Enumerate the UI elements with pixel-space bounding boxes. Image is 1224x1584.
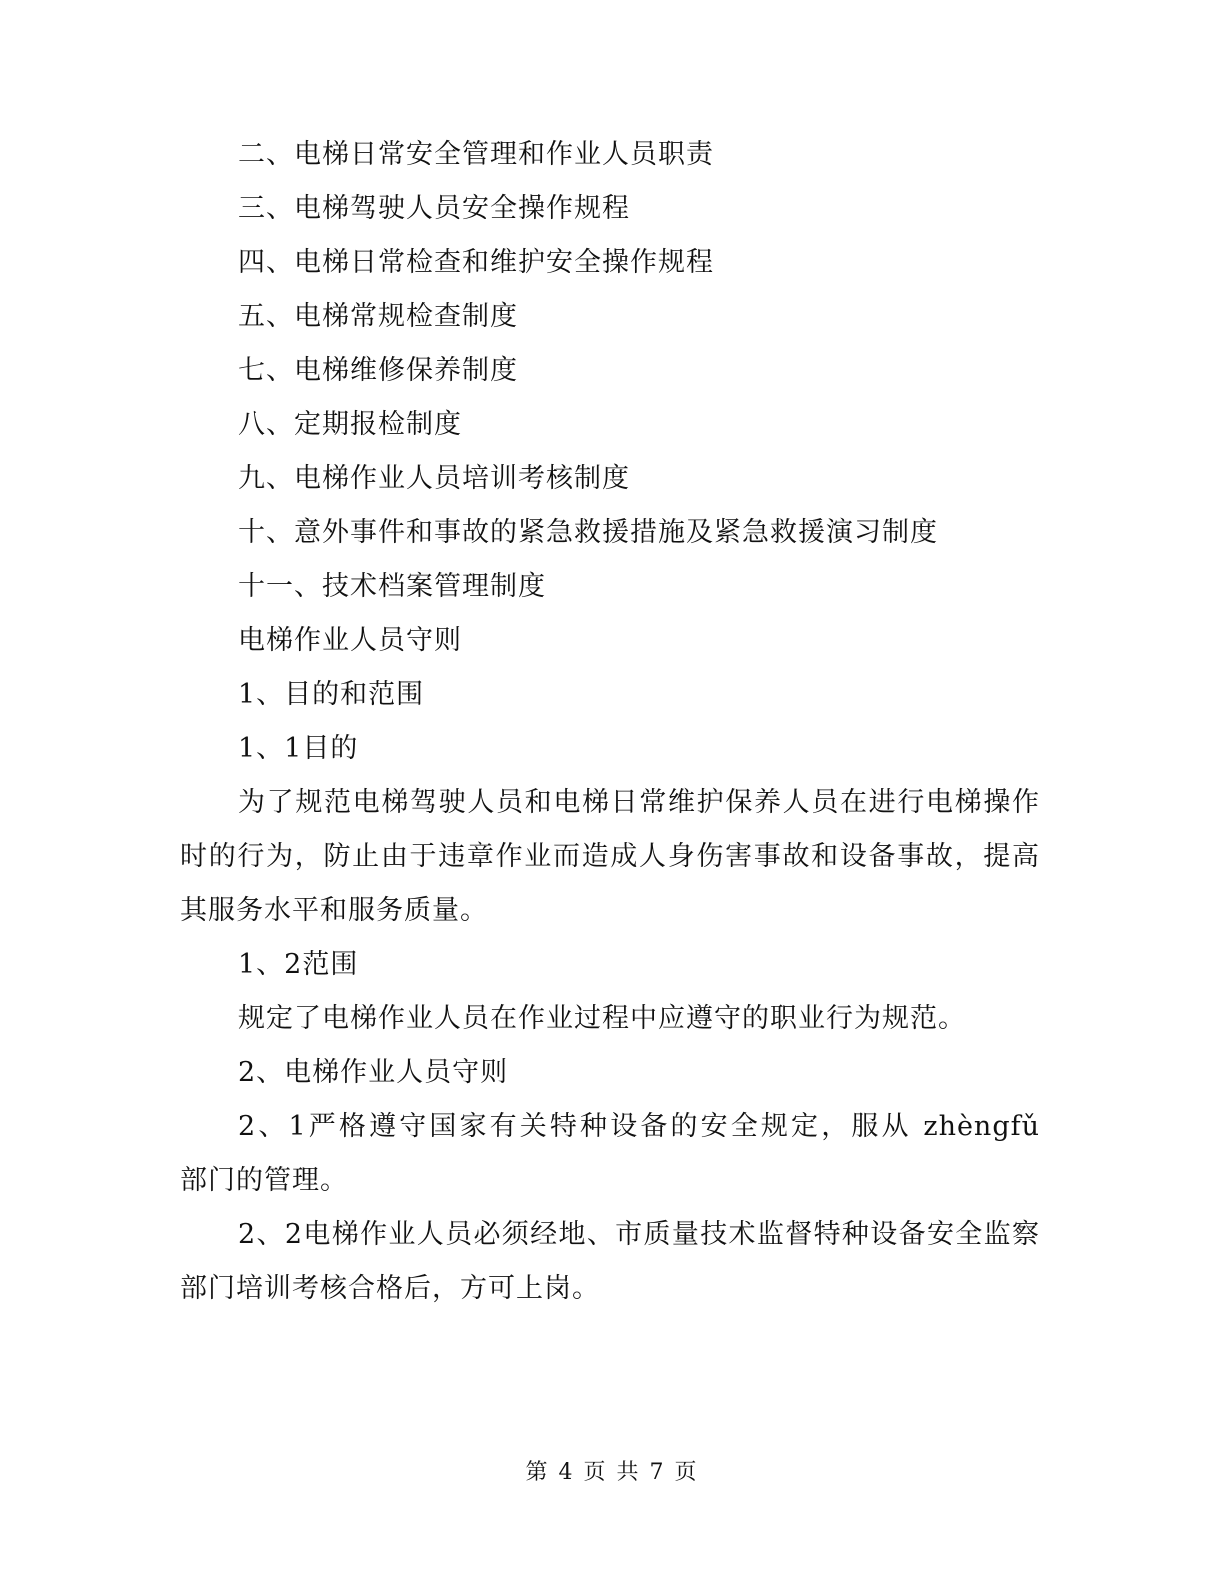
heading-purpose: 1、1目的	[238, 733, 359, 764]
purpose-paragraph: 为了规范电梯驾驶人员和电梯日常维护保养人员在进行电梯操作时的行为，防止由于违章作业而造成人身伤害事故和设备事故，提高其服务水平和服务质量。	[180, 787, 1040, 926]
toc-item-10: 十、意外事件和事故的紧急救援措施及紧急救援演习制度	[238, 517, 938, 548]
page-footer: 第 4 页 共 7 页	[525, 1460, 699, 1485]
toc-item-9: 九、电梯作业人员培训考核制度	[238, 463, 630, 494]
heading-purpose-scope: 1、目的和范围	[238, 679, 425, 710]
heading-rules: 2、电梯作业人员守则	[238, 1057, 509, 1088]
toc-item-7: 七、电梯维修保养制度	[238, 355, 518, 386]
rule-2-1: 2、1严格遵守国家有关特种设备的安全规定，服从 zhèngfǔ 部门的管理。	[180, 1111, 1068, 1196]
toc-item-5: 五、电梯常规检查制度	[238, 301, 518, 332]
toc-item-11: 十一、技术档案管理制度	[238, 571, 546, 602]
toc-item-4: 四、电梯日常检查和维护安全操作规程	[238, 247, 714, 278]
heading-scope: 1、2范围	[238, 949, 359, 980]
scope-text: 规定了电梯作业人员在作业过程中应遵守的职业行为规范。	[238, 1003, 966, 1034]
section-title: 电梯作业人员守则	[238, 625, 462, 656]
toc-item-3: 三、电梯驾驶人员安全操作规程	[238, 193, 630, 224]
toc-item-8: 八、定期报检制度	[238, 409, 462, 440]
toc-item-2: 二、电梯日常安全管理和作业人员职责	[238, 139, 714, 170]
rule-2-2: 2、2电梯作业人员必须经地、市质量技术监督特种设备安全监察部门培训考核合格后，方可上岗。	[180, 1219, 1040, 1304]
